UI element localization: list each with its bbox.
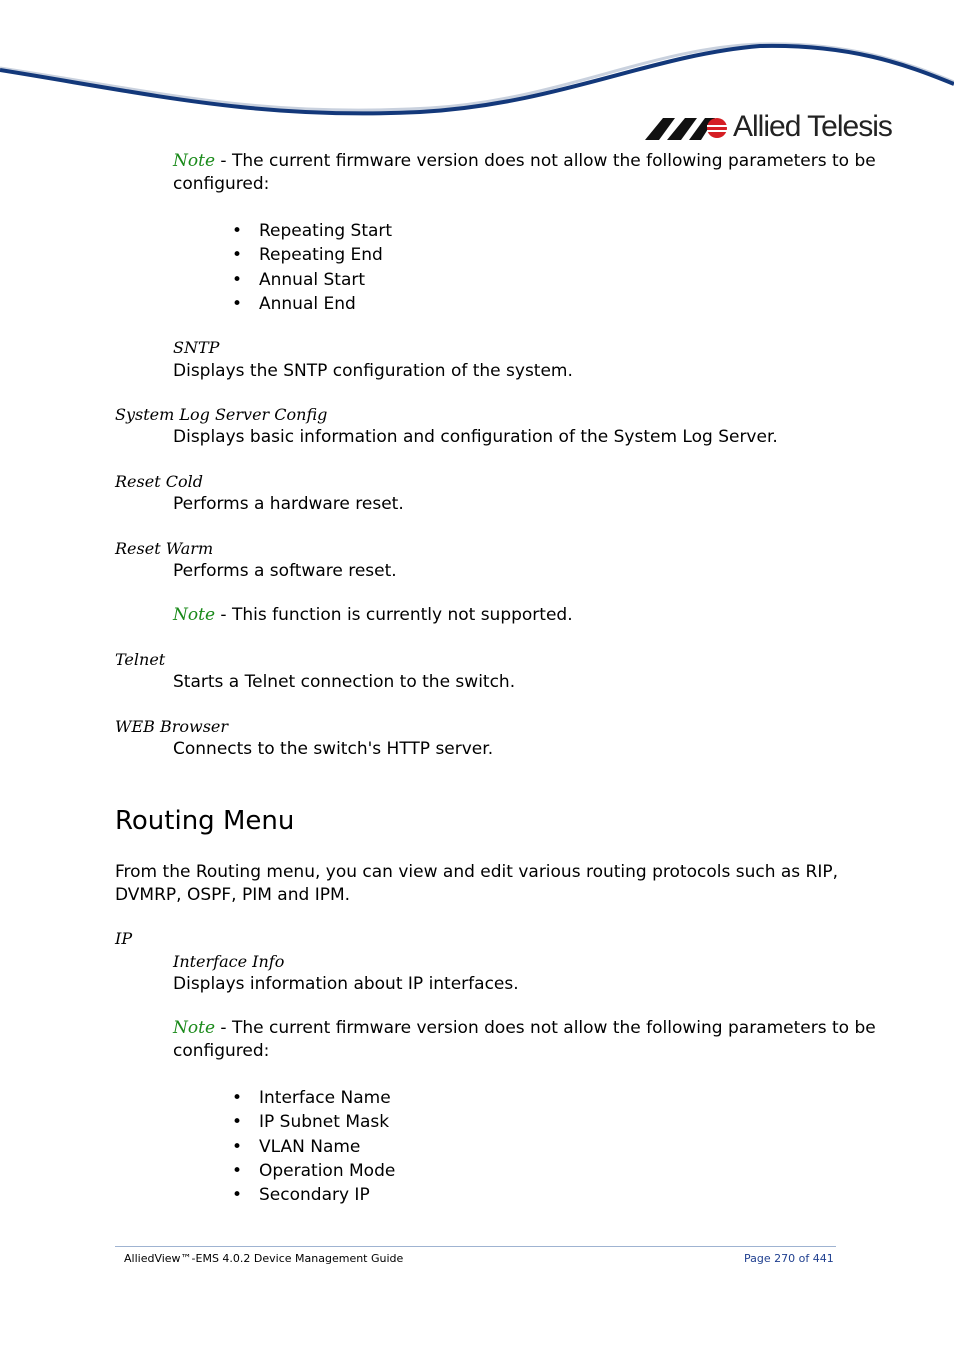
footer-title: AlliedView™-EMS 4.0.2 Device Management Guide xyxy=(124,1252,404,1265)
page-number: Page 270 of 441 xyxy=(744,1252,834,1265)
routing-note xyxy=(173,1017,876,1039)
list-item: • IP Subnet Mask xyxy=(232,1111,395,1135)
telnet-desc: Starts a Telnet connection to the switch. xyxy=(173,672,516,692)
note-text: - The current firmware version does not allow the following parameters to be xyxy=(215,1018,876,1038)
reset-cold-desc: Performs a hardware reset. xyxy=(173,494,404,514)
reset-cold-title: Reset Cold xyxy=(115,472,203,491)
syslog-desc: Displays basic information and configuration of the System Log Server. xyxy=(173,427,778,447)
interface-parameter-list xyxy=(232,1087,395,1208)
sntp-desc: Displays the SNTP configuration of the system. xyxy=(173,361,573,381)
reset-warm-note xyxy=(173,604,573,626)
list-item: • Annual Start xyxy=(232,269,392,293)
list-item: • VLAN Name xyxy=(232,1136,395,1160)
interface-info-desc: Displays information about IP interfaces. xyxy=(173,974,519,994)
list-item: • Interface Name xyxy=(232,1087,395,1111)
syslog-title: System Log Server Config xyxy=(115,405,328,424)
logo-text: Allied Telesis xyxy=(733,110,892,143)
web-desc: Connects to the switch's HTTP server. xyxy=(173,739,494,759)
list-item: • Operation Mode xyxy=(232,1160,395,1184)
telnet-title: Telnet xyxy=(115,650,166,669)
section-heading: Routing Menu xyxy=(115,806,295,836)
interface-info-title: Interface Info xyxy=(173,952,285,971)
note-label: Note xyxy=(173,1018,216,1038)
note-label: Note xyxy=(173,151,216,171)
routing-note-cont: configured: xyxy=(173,1041,270,1061)
routing-para-cont: DVMRP, OSPF, PIM and IPM. xyxy=(115,885,351,905)
web-title: WEB Browser xyxy=(115,717,229,736)
note-text: - The current firmware version does not allow the following parameters to be xyxy=(215,151,876,171)
intro-note xyxy=(173,150,876,172)
logo-mark-icon xyxy=(645,114,729,144)
list-item: • Secondary IP xyxy=(232,1184,395,1208)
intro-note-cont: configured: xyxy=(173,174,270,194)
note-label: Note xyxy=(173,605,216,625)
parameter-list xyxy=(232,220,392,317)
footer-divider xyxy=(115,1246,836,1247)
list-item: • Repeating End xyxy=(232,244,392,268)
note-text: - This function is currently not supported. xyxy=(215,605,573,625)
routing-para: From the Routing menu, you can view and edit various routing protocols such as RIP, xyxy=(115,862,839,882)
list-item: • Repeating Start xyxy=(232,220,392,244)
reset-warm-title: Reset Warm xyxy=(115,539,214,558)
ip-title: IP xyxy=(115,929,133,948)
list-item: • Annual End xyxy=(232,293,392,317)
sntp-title: SNTP xyxy=(173,338,220,357)
header-swoosh xyxy=(0,0,954,125)
reset-warm-desc: Performs a software reset. xyxy=(173,561,397,581)
